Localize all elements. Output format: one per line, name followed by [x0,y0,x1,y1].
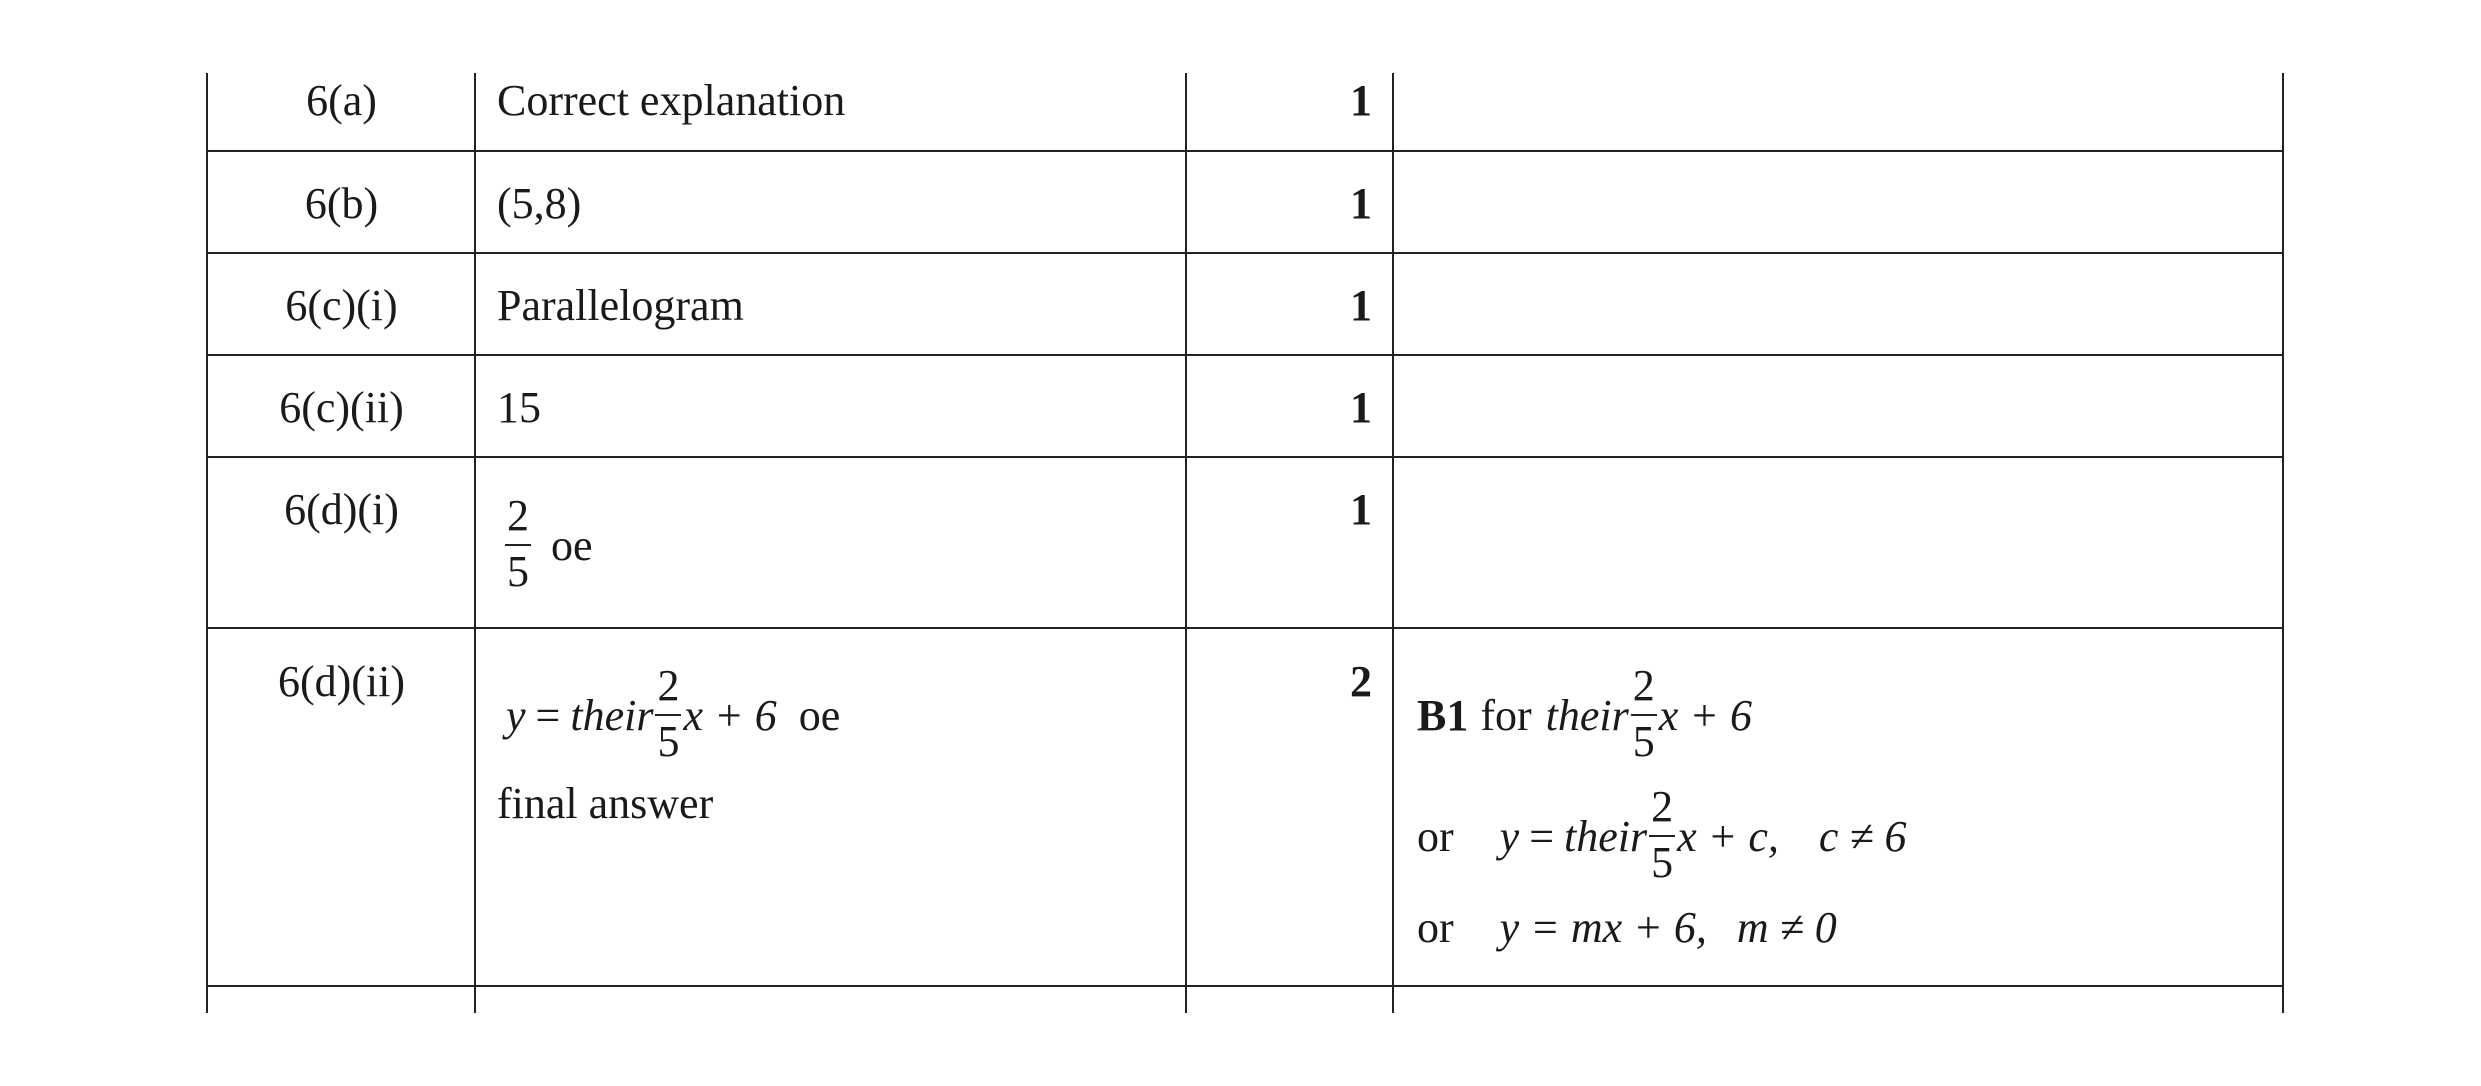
row-divider [207,985,2284,987]
expression-rest: x + c, [1677,811,1779,861]
fraction-denominator: 5 [657,717,680,766]
question-number: 6(b) [304,179,379,228]
their-label: their [1545,690,1629,740]
question-number: 6(d)(i) [284,485,399,534]
final-answer-note: final answer [497,779,714,828]
marks-value: 1 [1350,383,1372,432]
fraction [653,660,683,770]
expression-rest: x + 6 [1658,690,1753,740]
fraction [1647,781,1677,891]
answer-text: Correct explanation [497,76,846,125]
fraction-numerator: 2 [1651,782,1674,831]
fraction-denominator: 5 [507,547,529,596]
question-number: 6(c)(ii) [279,383,404,432]
marks-value: 1 [1350,281,1372,330]
for-label: for [1480,690,1532,740]
column-divider [2282,73,2284,1013]
marks-value: 1 [1350,485,1372,534]
answer-text: 15 [497,383,541,432]
fraction [1629,660,1659,770]
condition: m ≠ 0 [1736,903,1837,952]
condition: c ≠ 6 [1818,811,1907,861]
expression-rest: x + 6 [683,690,777,740]
oe-label: oe [798,690,841,740]
variable-y: y [1499,811,1520,861]
answer-text: (5,8) [497,179,582,228]
their-label: their [1564,811,1648,861]
row-divider [207,150,2284,152]
fraction-numerator: 2 [1632,661,1655,710]
b1-label: B1 [1417,690,1469,740]
fraction [503,490,533,600]
fraction-denominator: 5 [1632,717,1655,766]
row-divider [207,456,2284,458]
their-label: their [570,690,654,740]
equals-sign: = [535,690,561,740]
answer-equation [506,660,840,770]
variable-y: y [506,690,526,740]
equals-sign: = [1529,811,1555,861]
answer-text: Parallelogram [497,281,744,330]
row-divider [207,354,2284,356]
column-divider [1392,73,1394,1013]
marks-value: 1 [1350,179,1372,228]
row-divider [207,627,2284,629]
or-label: or [1417,903,1454,952]
guidance-line-3 [1417,902,1837,954]
row-divider [207,252,2284,254]
question-number: 6(c)(i) [285,281,398,330]
answer-fraction-expression [503,490,593,600]
guidance-line-1 [1417,660,1752,770]
column-divider [1185,73,1187,1013]
marks-value: 2 [1350,657,1372,706]
question-number: 6(d)(ii) [277,657,406,706]
oe-label: oe [551,520,593,570]
marks-value: 1 [1350,76,1372,125]
or-label: or [1417,811,1454,861]
alternative-expression: y = mx + 6, [1499,903,1707,952]
question-number: 6(a) [306,76,377,125]
fraction-denominator: 5 [1651,838,1674,887]
fraction-numerator: 2 [507,491,529,540]
fraction-numerator: 2 [657,661,680,710]
guidance-line-2 [1417,781,1907,891]
